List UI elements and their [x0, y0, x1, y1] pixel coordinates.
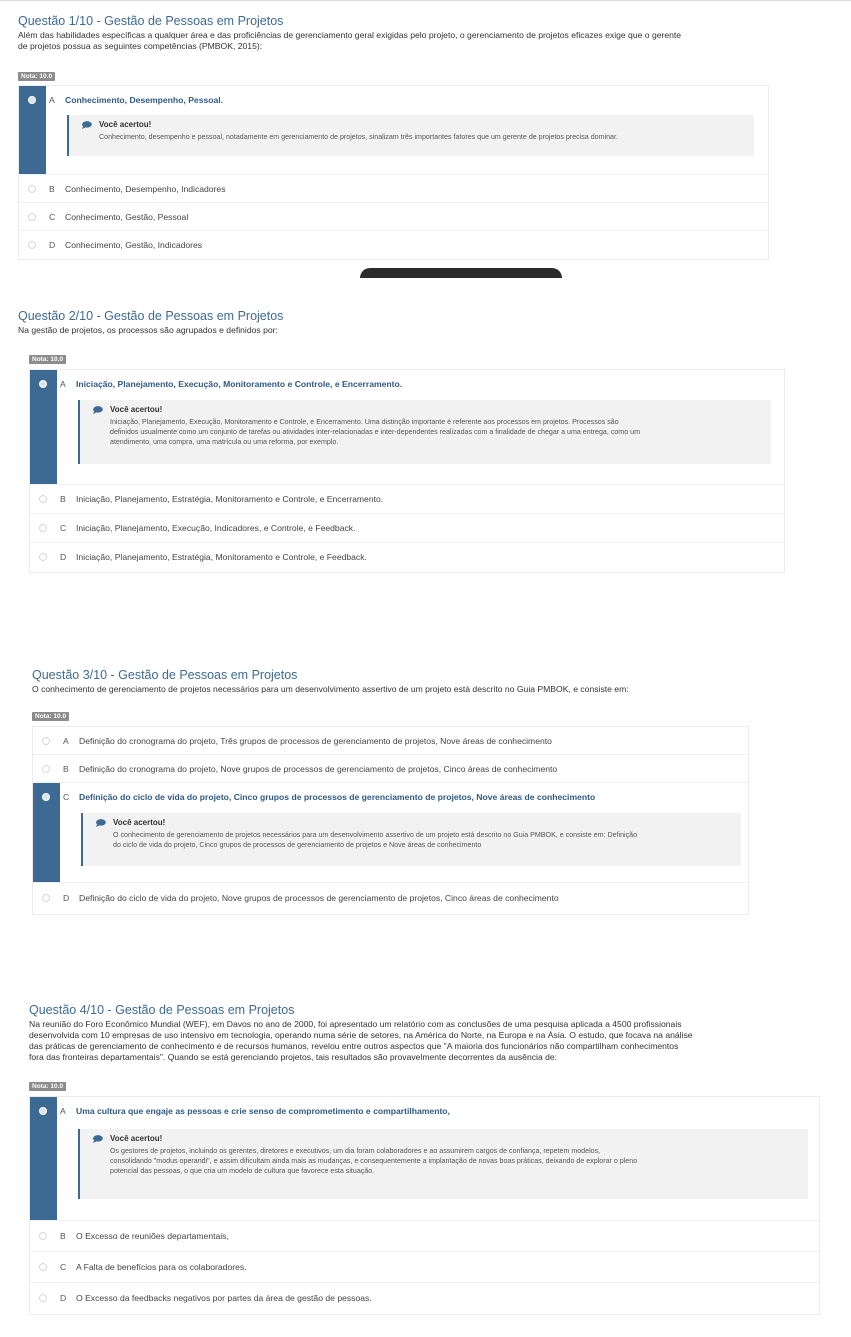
- option-letter: A: [60, 1106, 66, 1116]
- score-badge: Nota: 10.0: [18, 72, 55, 81]
- radio-button[interactable]: [42, 894, 50, 902]
- question-text: Na reunião do Foro Econômico Mundial (WEF), em Davos no ano de 2000, foi apresentado um relatório com as conclusões de uma pesquisa aplicada a 4500 profissionais desenvolvida com 10 empresas de uso intensivo em tecnologia, operando numa série de setores, na América do Norte, na Europa e na Ásia. O estudo, que focava na análise das práticas de gerenciamento de conhecimento e de recursos humanos, revelou entre outros aspectos que "A maioria dos funcionários não compartilham conhecimentos fora das fronteiras departamentais". Quando se está gerenciando projetos, tais resultados são provavelmente decorrentes da ausência de:: [29, 1019, 693, 1062]
- option-b[interactable]: [33, 755, 748, 783]
- option-letter: B: [49, 184, 55, 194]
- option-b[interactable]: [30, 485, 784, 514]
- option-d[interactable]: [30, 543, 784, 572]
- radio-button[interactable]: [42, 765, 50, 773]
- feedback-box: [78, 400, 771, 464]
- option-letter: D: [49, 240, 56, 250]
- option-letter: C: [49, 212, 56, 222]
- option-letter: D: [60, 1293, 67, 1303]
- option-text: Iniciação, Planejamento, Estratégia, Monitoramento e Controle, e Encerramento.: [76, 494, 384, 504]
- question-text: Além das habilidades específicas a qualquer área e das proficiências de gerenciamento geral exigidas pelo projeto, o gerenciamento de projetos eficazes exige que o gerente de projetos possua as seguintes competências (PMBOK, 2015):: [18, 30, 682, 51]
- question-text: Na gestão de projetos, os processos são agrupados e definidos por:: [18, 325, 278, 335]
- option-d[interactable]: [30, 1283, 819, 1314]
- question-title: Questão 2/10 - Gestão de Pessoas em Projetos: [18, 309, 284, 323]
- radio-button[interactable]: [28, 213, 36, 221]
- option-text: Conhecimento, Desempenho, Indicadores: [65, 184, 226, 194]
- option-text: Conhecimento, Desempenho, Pessoal.: [65, 95, 224, 105]
- question-2: [18, 309, 833, 336]
- feedback-title: Você acertou!: [113, 818, 166, 827]
- radio-button[interactable]: [39, 1294, 47, 1302]
- option-text: Definição do cronograma do projeto, Três grupos de processos de gerenciamento de projetos, Nove áreas de conhecimento: [79, 736, 552, 746]
- option-letter: C: [60, 523, 67, 533]
- selected-indicator: [30, 1097, 57, 1220]
- option-a[interactable]: [19, 86, 768, 175]
- option-letter: C: [63, 792, 70, 802]
- question-text: O conhecimento de gerenciamento de projetos necessários para um desenvolvimento assertivo de um projeto está descrito no Guia PMBOK, e consiste em:: [32, 684, 629, 694]
- radio-button[interactable]: [39, 553, 47, 561]
- radio-button[interactable]: [39, 1107, 47, 1115]
- answer-options: [29, 1096, 820, 1315]
- question-4: [29, 1003, 839, 1063]
- feedback-box: [67, 115, 754, 156]
- score-badge: Nota: 10.0: [29, 1082, 66, 1091]
- feedback-text: Os gestores de projetos, incluindo os gerentes, diretores e executivos, um dia foram colaboradores e ao assumirem cargos de confiança, repetem modelos, consolidando "modus operandi", e assim dificultam ainda mais as mudanças, e consequentemente a implantação de novas boas práticas, deixando de explorar o pleno potencial das pessoas, o que cria um modelo de cultura que favorece esta situação.: [110, 1147, 638, 1175]
- option-text: Definição do cronograma do projeto, Nove grupos de processos de gerenciamento de projetos, Cinco áreas de conhecimento: [79, 764, 558, 774]
- option-c[interactable]: [30, 514, 784, 543]
- option-text: Definição do ciclo de vida do projeto, Nove grupos de processos de gerenciamento de projetos, Cinco áreas de conhecimento: [79, 893, 559, 903]
- radio-button[interactable]: [39, 524, 47, 532]
- radio-button[interactable]: [39, 495, 47, 503]
- speech-bubble-icon: [81, 121, 92, 129]
- option-text: Conhecimento, Gestão, Pessoal: [65, 212, 189, 222]
- option-text: Definição do ciclo de vida do projeto, Cinco grupos de processos de gerenciamento de projetos, Nove áreas de conhecimento: [79, 792, 596, 802]
- speech-bubble-icon: [95, 819, 106, 827]
- speech-bubble-icon: [92, 1135, 103, 1143]
- feedback-box: [78, 1129, 808, 1199]
- radio-button[interactable]: [42, 793, 50, 801]
- option-text: O Excesso de reuniões departamentais,: [76, 1231, 229, 1241]
- option-c[interactable]: [30, 1252, 819, 1283]
- option-a[interactable]: [30, 370, 784, 485]
- option-b[interactable]: [19, 175, 768, 203]
- radio-button[interactable]: [39, 380, 47, 388]
- option-letter: B: [60, 1231, 66, 1241]
- scroll-handle[interactable]: [360, 268, 562, 278]
- speech-bubble-icon: [92, 406, 103, 414]
- radio-button[interactable]: [28, 96, 36, 104]
- question-1: [18, 14, 833, 52]
- option-letter: B: [60, 494, 66, 504]
- radio-button[interactable]: [42, 737, 50, 745]
- answer-options: [18, 85, 769, 260]
- option-letter: A: [60, 379, 66, 389]
- option-letter: D: [60, 552, 67, 562]
- option-b[interactable]: [30, 1221, 819, 1252]
- option-text: Conhecimento, Gestão, Indicadores: [65, 240, 203, 250]
- option-text: Iniciação, Planejamento, Execução, Indicadores, e Controle, e Feedback.: [76, 523, 356, 533]
- option-c[interactable]: [33, 783, 748, 883]
- option-a[interactable]: [33, 727, 748, 755]
- radio-button[interactable]: [28, 185, 36, 193]
- feedback-box: [81, 813, 741, 866]
- option-text: Iniciação, Planejamento, Estratégia, Monitoramento e Controle, e Feedback.: [76, 552, 367, 562]
- option-letter: D: [63, 893, 70, 903]
- option-text: A Falta de benefícios para os colaboradores.: [76, 1262, 247, 1272]
- option-text: Iniciação, Planejamento, Execução, Monitoramento e Controle, e Encerramento.: [76, 379, 403, 389]
- score-badge: Nota: 10.0: [32, 712, 69, 721]
- feedback-text: Iniciação, Planejamento, Execução, Monitoramento e Controle, e Encerramento. Uma distinção importante é referente aos processos em projetos. Processos são definidos usualmente como um conjunto de tarefas ou atividades inter-relacionadas e inter-dependentes realizadas com a finalidade de chegar a uma entrega, como um atendimento, uma compra, uma matrícula ou uma reforma, por exemplo.: [110, 418, 640, 446]
- option-c[interactable]: [19, 203, 768, 231]
- question-3: [32, 668, 832, 695]
- option-d[interactable]: [19, 231, 768, 259]
- answer-options: [29, 369, 785, 573]
- question-title: Questão 1/10 - Gestão de Pessoas em Projetos: [18, 14, 284, 28]
- option-d[interactable]: [33, 883, 748, 914]
- feedback-title: Você acertou!: [110, 1134, 163, 1143]
- option-letter: A: [49, 95, 55, 105]
- question-title: Questão 3/10 - Gestão de Pessoas em Projetos: [32, 668, 298, 682]
- option-letter: B: [63, 764, 69, 774]
- answer-options: [32, 726, 749, 915]
- feedback-title: Você acertou!: [110, 405, 163, 414]
- option-a[interactable]: [30, 1097, 819, 1221]
- question-title: Questão 4/10 - Gestão de Pessoas em Projetos: [29, 1003, 295, 1017]
- option-letter: C: [60, 1262, 67, 1272]
- feedback-text: Conhecimento, desempenho e pessoal, notadamente em gerenciamento de projetos, sinalizam três importantes fatores que um gerente de projetos precisa dominar.: [99, 133, 618, 141]
- radio-button[interactable]: [39, 1232, 47, 1240]
- feedback-text: O conhecimento de gerenciamento de projetos necessários para um desenvolvimento assertivo de um projeto está descrito no Guia PMBOK, e consiste em: Definição do ciclo de vida do projeto, Cinco grupos de processos de gerenciamento de projetos e Nove áreas de conhecimento: [113, 831, 638, 849]
- radio-button[interactable]: [28, 241, 36, 249]
- score-badge: Nota: 10.0: [29, 355, 66, 364]
- radio-button[interactable]: [39, 1263, 47, 1271]
- feedback-title: Você acertou!: [99, 120, 152, 129]
- option-text: O Excesso da feedbacks negativos por partes da área de gestão de pessoas.: [76, 1293, 372, 1303]
- top-divider: [0, 0, 851, 1]
- option-letter: A: [63, 736, 69, 746]
- option-text: Uma cultura que engaje as pessoas e crie senso de comprometimento e compartilhamento,: [76, 1106, 450, 1116]
